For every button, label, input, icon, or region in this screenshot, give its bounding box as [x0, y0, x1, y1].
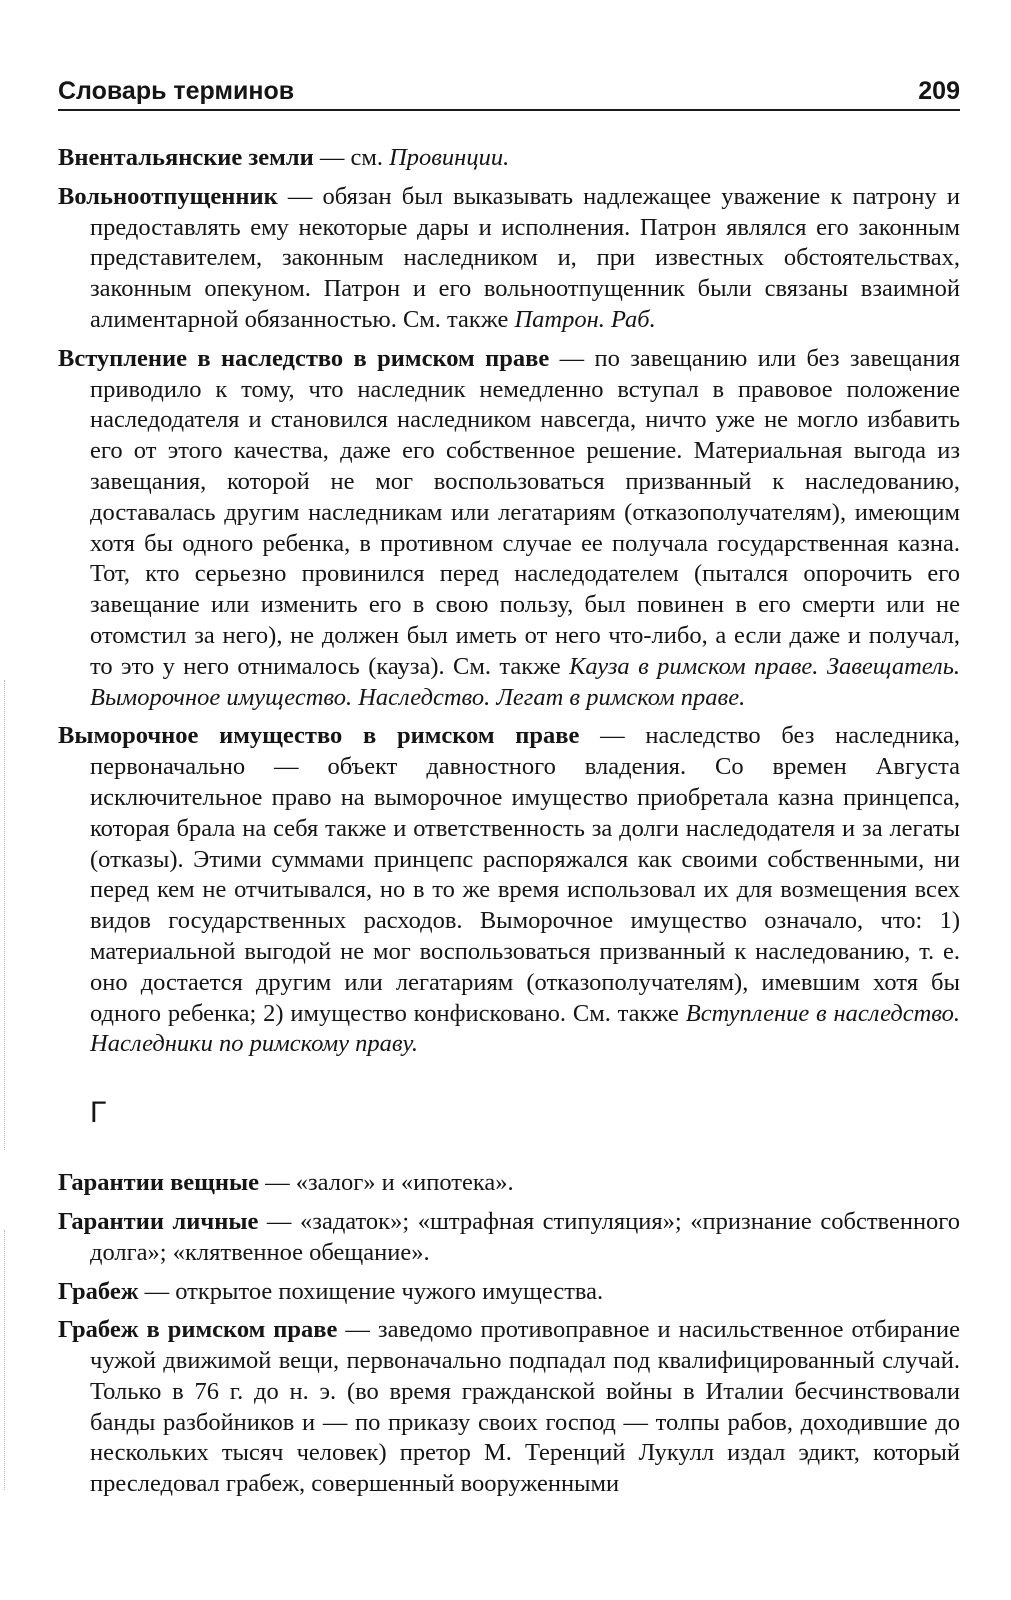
entry-term: Гарантии вещные — [58, 1169, 259, 1197]
dictionary-entry — [58, 1207, 960, 1269]
entry-definition: — см. — [313, 144, 390, 171]
entry-definition: — наследство без наследника, первоначально — объект давностного владения. Со времен Августа исключительное право на выморочное имущество приобретала казна принцепса, которая брала на себя также и ответственность за долги наследодателя и за легаты (отказы). Этими суммами принцепс распоряжался как своими собственными, ни перед кем не отчитывался, но в то же время использовал их для возмещения всех видов государственных расходов. Выморочное имущество означало, что: 1) материальной выгодой не мог воспользоваться призванный к наследованию, т. е. оно достается другим или легатариям (отказополучателям), имевшим хотя бы одного ребенка; 2) имущество конфисковано. См. также — [90, 722, 960, 1027]
entry-term: Гарантии личные — [58, 1207, 259, 1235]
entry-cross-reference: Провинции. — [389, 144, 510, 171]
entry-term: Вольноотпущенник — [58, 182, 278, 210]
dictionary-entry — [58, 1315, 960, 1500]
entry-definition: — «залог» и «ипотека». — [258, 1169, 514, 1197]
letter-heading: Г — [90, 1096, 107, 1130]
dictionary-entry — [58, 1277, 960, 1308]
entry-term: Внентальянские земли — [58, 144, 314, 171]
page-number: 209 — [918, 77, 960, 105]
section-title: Словарь терминов — [58, 77, 295, 105]
scan-edge-mark — [4, 680, 19, 1150]
entry-term: Грабеж — [58, 1277, 139, 1305]
dictionary-page — [58, 76, 960, 1576]
entry-term: Выморочное имущество в римском праве — [58, 722, 580, 750]
entry-cross-reference: Вступление в наследство. Наследники по римскому праву. — [90, 999, 960, 1058]
dictionary-entry — [58, 182, 960, 336]
entries-after-letter — [58, 1168, 960, 1500]
running-head — [58, 76, 960, 111]
entries-before-letter — [58, 143, 960, 1060]
entry-definition: — «задаток»; «штрафная стипуляция»; «признание собственного долга»; «клятвенное обещание». — [90, 1207, 960, 1266]
entry-definition: — заведомо противоправное и насильственное отбирание чужой движимой вещи, первоначально подпадал под квалифицированный случай. Только в 76 г. до н. э. (во время гражданской войны в Италии бесчинствовали банды разбойников и — по приказу своих господ — толпы рабов, доходившие до нескольких тысяч человек) претор М. Теренций Лукулл издал эдикт, который преследовал грабеж, совершенный вооруженными — [90, 1316, 960, 1498]
scan-edge-mark — [4, 1230, 19, 1490]
entry-definition: — по завещанию или без завещания приводило к тому, что наследник немедленно вступал в правовое положение наследодателя и становился наследником навсегда, ничто уже не могло избавить его от этого качества, даже его собственное решение. Материальная выгода из завещания, которой не мог воспользоваться призванный к наследованию, доставалась другим наследникам или легатариям (отказополучателям), имеющим хотя бы одного ребенка, в противном случае ее получала государственная казна. Тот, кто серьезно провинился перед наследодателем (пытался опорочить его завещание или изменить его в свою пользу, был повинен в его смерти или не отомстил за него), не должен был иметь от него что-либо, а если даже и получал, то это у него отнималось (кауза). См. также — [90, 344, 960, 680]
entry-term: Грабеж в римском праве — [58, 1316, 338, 1344]
dictionary-entry — [58, 1168, 960, 1199]
entry-definition: — обязан был выказывать надлежащее уважение к патрону и предоставлять ему некоторые дары и исполнения. Патрон являлся его законным представителем, законным наследником и, при известных обстоятельствах, законным опекуном. Патрон и его вольноотпущенник были связаны взаимной алиментарной обязанностью. См. также — [90, 182, 960, 333]
dictionary-entry — [58, 721, 960, 1060]
dictionary-entry — [58, 344, 960, 714]
dictionary-entry — [58, 143, 960, 174]
entry-term: Вступление в наследство в римском праве — [58, 344, 550, 372]
entry-definition: — открытое похищение чужого имущества. — [138, 1277, 604, 1305]
entry-cross-reference: Кауза в римском праве. Завещатель. Выморочное имущество. Наследство. Легат в римском праве. — [90, 652, 960, 711]
entry-cross-reference: Патрон. Раб. — [514, 305, 656, 333]
